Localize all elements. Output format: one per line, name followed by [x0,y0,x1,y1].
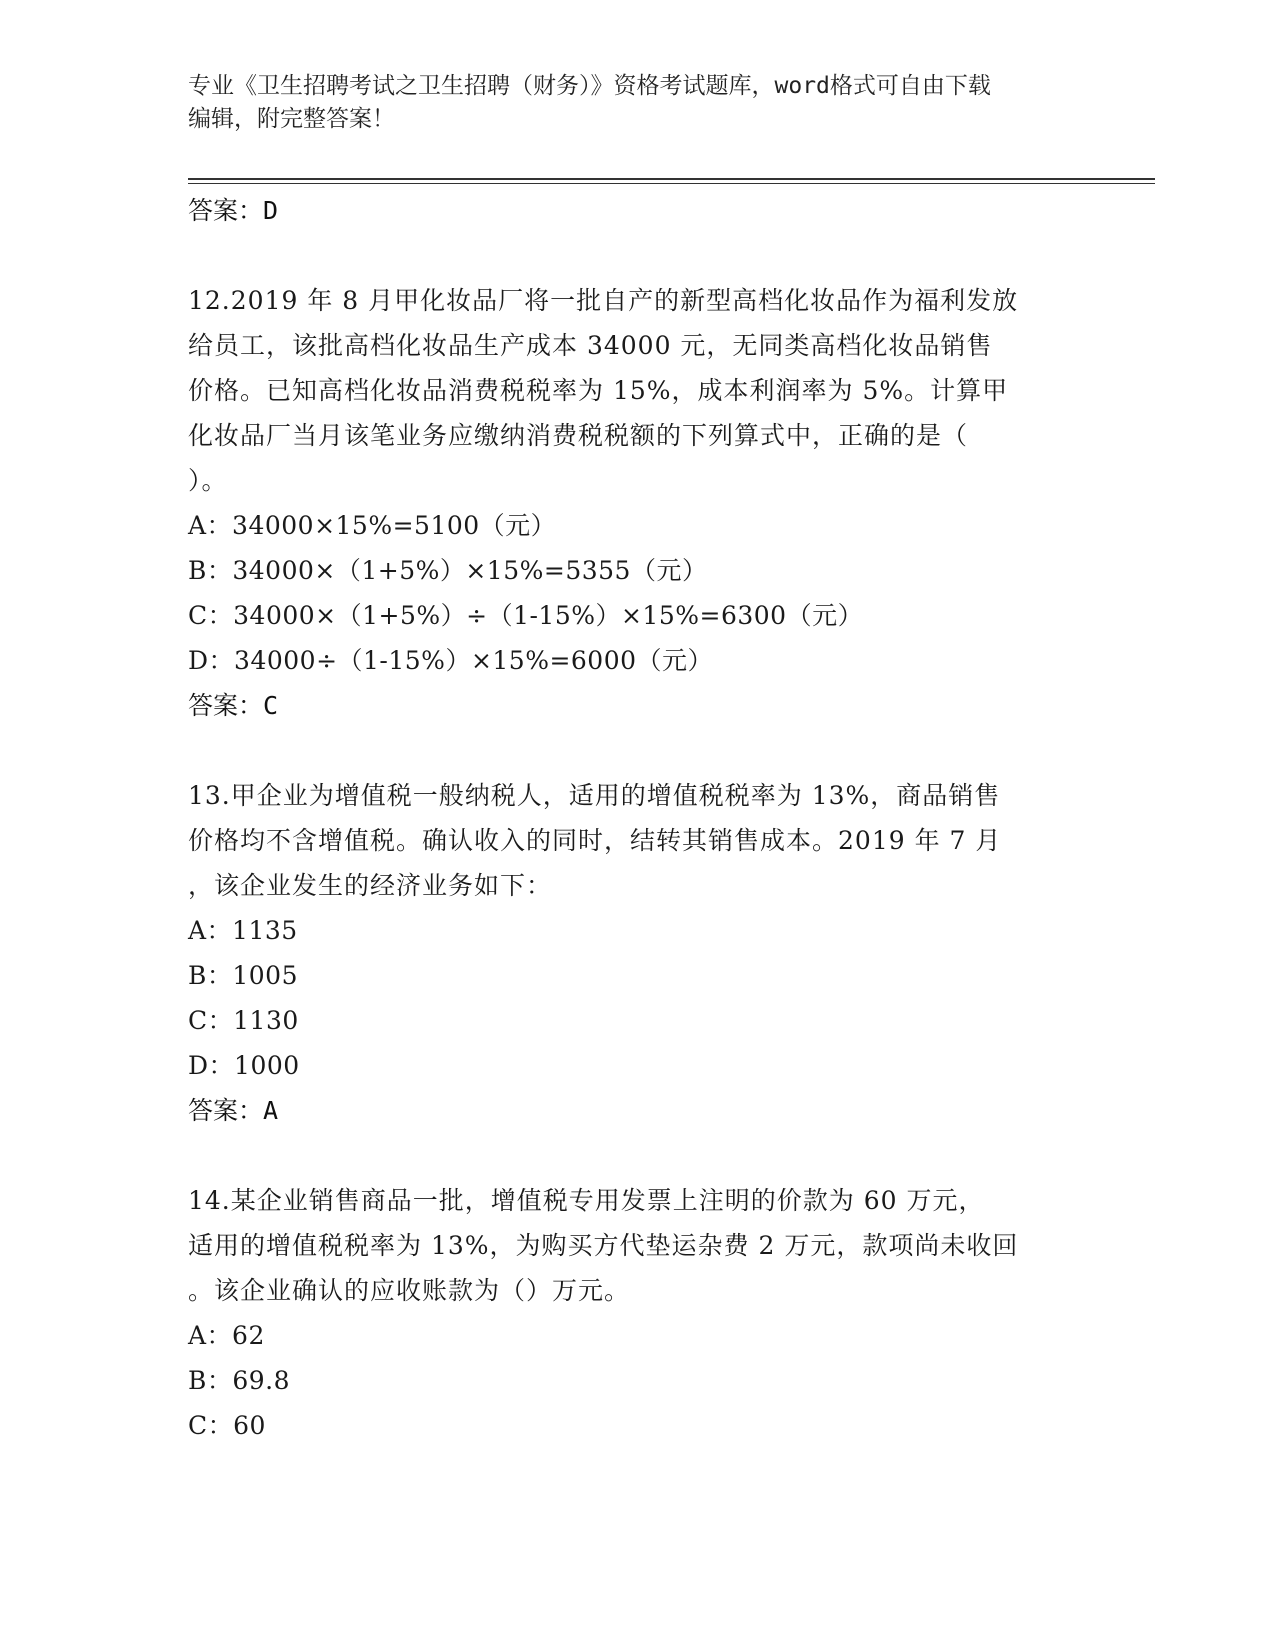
question-line: ）。 [188,466,228,495]
question-line: 价格均不含增值税。确认收入的同时，结转其销售成本。2019 年 7 月 [188,826,1002,855]
option-c: C：1130 [188,1006,299,1035]
spacer [188,233,1088,278]
option-b: B：34000×（1+5%）×15%=5355（元） [188,556,708,585]
question-line: 化妆品厂当月该笔业务应缴纳消费税税额的下列算式中，正确的是（ [188,421,969,450]
question-13 [188,773,1088,1133]
option-c: C：34000×（1+5%）÷（1-15%）×15%=6300（元） [188,601,864,630]
spacer [188,728,1088,773]
spacer [188,1133,1088,1178]
option-a: A：62 [188,1321,265,1350]
question-line: 价格。已知高档化妆品消费税税率为 15%，成本利润率为 5%。计算甲 [188,376,1009,405]
question-line: 12.2019 年 8 月甲化妆品厂将一批自产的新型高档化妆品作为福利发放 [188,286,1019,315]
document-body [188,188,1088,1448]
header-divider-thick [188,178,1155,180]
question-12 [188,278,1088,728]
answer-line: 答案：C [188,691,279,720]
header-divider-thin [188,183,1155,184]
question-14 [188,1178,1088,1448]
previous-answer: 答案：D [188,196,279,225]
option-d: D：1000 [188,1051,300,1080]
question-line: ，该企业发生的经济业务如下： [188,871,553,900]
option-b: B：69.8 [188,1366,291,1395]
question-line: 适用的增值税税率为 13%，为购买方代垫运杂费 2 万元，款项尚未收回 [188,1231,1019,1260]
answer-line: 答案：A [188,1096,279,1125]
question-line: 给员工，该批高档化妆品生产成本 34000 元，无同类高档化妆品销售 [188,331,993,360]
option-a: A：1135 [188,916,298,945]
question-line: 14.某企业销售商品一批，增值税专用发票上注明的价款为 60 万元， [188,1186,985,1215]
option-a: A：34000×15%=5100（元） [188,511,557,540]
header-line-1: 专业《卫生招聘考试之卫生招聘（财务）》资格考试题库，word格式可自由下载 [188,73,991,99]
option-c: C：60 [188,1411,266,1440]
option-d: D：34000÷（1-15%）×15%=6000（元） [188,646,714,675]
page-header [188,70,1088,136]
option-b: B：1005 [188,961,298,990]
question-line: 13.甲企业为增值税一般纳税人，适用的增值税税率为 13%，商品销售 [188,781,1001,810]
header-line-2: 编辑，附完整答案！ [188,106,395,132]
question-line: 。该企业确认的应收账款为（）万元。 [188,1276,631,1305]
